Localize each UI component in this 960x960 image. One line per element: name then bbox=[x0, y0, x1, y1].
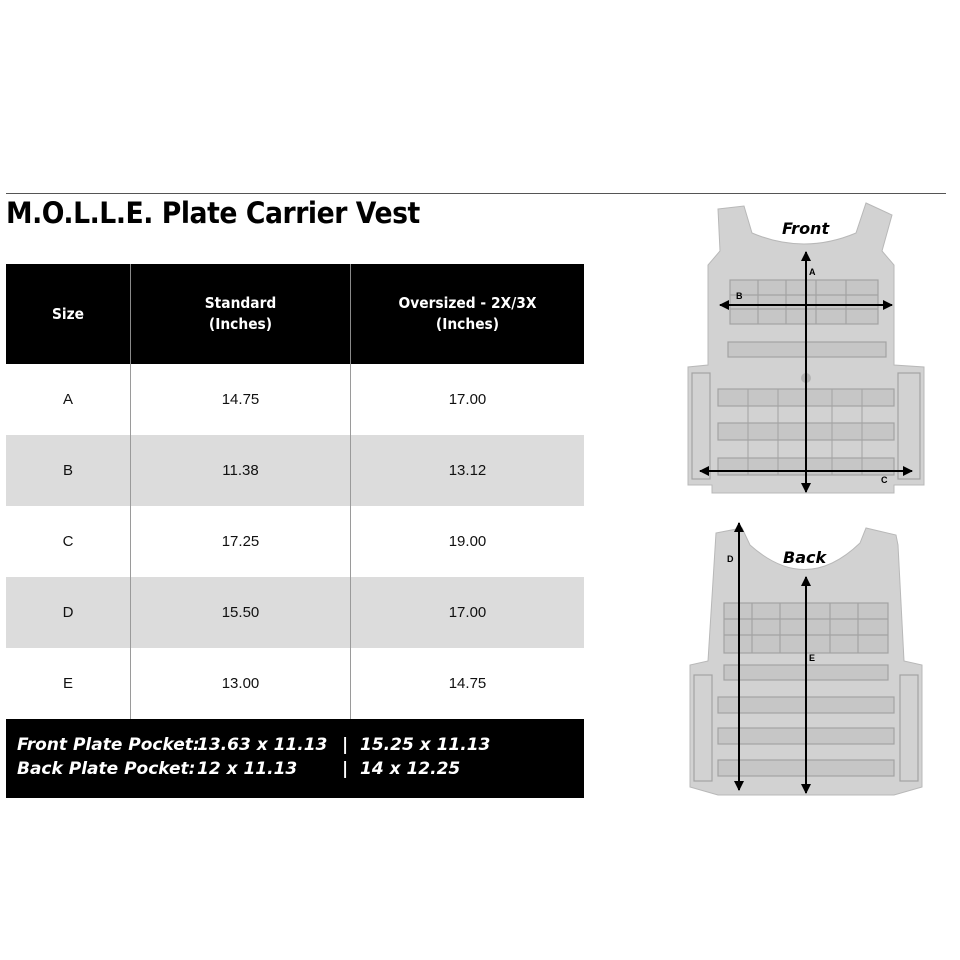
header-divider bbox=[350, 264, 351, 364]
standard-cell: 11.38 bbox=[222, 462, 259, 479]
oversized-cell: 17.00 bbox=[448, 391, 487, 408]
oversized-cell: 14.75 bbox=[448, 675, 487, 692]
size-cell: E bbox=[62, 675, 73, 692]
top-rule bbox=[6, 193, 946, 194]
size-cell: C bbox=[62, 533, 74, 550]
footer-separator: | bbox=[342, 759, 349, 779]
standard-cell: 17.25 bbox=[221, 533, 260, 550]
column-divider bbox=[350, 364, 351, 719]
table-row bbox=[6, 506, 584, 577]
front-pocket-oversized: 15.25 x 11.13 bbox=[360, 735, 491, 755]
back-pocket-label: Back Plate Pocket: bbox=[17, 759, 196, 779]
header-divider bbox=[130, 264, 131, 364]
front-pocket-label: Front Plate Pocket: bbox=[17, 735, 200, 755]
size-cell: A bbox=[62, 391, 73, 408]
front-title: Front bbox=[782, 219, 830, 238]
header-oversized: Oversized - 2X/3X (Inches) bbox=[398, 294, 537, 333]
table-row bbox=[6, 435, 584, 506]
footer-separator: | bbox=[342, 735, 349, 755]
table-row bbox=[6, 577, 584, 648]
oversized-cell: 13.12 bbox=[448, 462, 487, 479]
header-size: Size bbox=[51, 304, 85, 323]
column-divider bbox=[130, 364, 131, 719]
size-chart-table bbox=[6, 264, 584, 798]
back-vest-diagram bbox=[690, 523, 922, 795]
label-d: D bbox=[727, 554, 734, 564]
table-header bbox=[6, 264, 584, 364]
header-standard: Standard (Inches) bbox=[204, 294, 277, 333]
label-b: B bbox=[736, 291, 743, 301]
back-pocket-standard: 12 x 11.13 bbox=[197, 759, 298, 779]
oversized-cell: 17.00 bbox=[448, 604, 487, 621]
vest-diagrams bbox=[680, 195, 940, 805]
front-pocket-standard: 13.63 x 11.13 bbox=[197, 735, 328, 755]
table-row bbox=[6, 364, 584, 435]
standard-cell: 15.50 bbox=[221, 604, 260, 621]
table-row bbox=[6, 648, 584, 719]
size-cell: D bbox=[62, 604, 74, 621]
label-c: C bbox=[881, 475, 888, 485]
label-a: A bbox=[809, 267, 816, 277]
page-title: M.O.L.L.E. Plate Carrier Vest bbox=[6, 196, 420, 230]
size-cell: B bbox=[62, 462, 73, 479]
front-vest-diagram bbox=[688, 203, 924, 493]
back-pocket-oversized: 14 x 12.25 bbox=[360, 759, 461, 779]
plate-pocket-footer bbox=[6, 719, 584, 798]
oversized-cell: 19.00 bbox=[448, 533, 487, 550]
back-title: Back bbox=[783, 548, 827, 567]
standard-cell: 14.75 bbox=[221, 391, 260, 408]
standard-cell: 13.00 bbox=[221, 675, 260, 692]
label-e: E bbox=[809, 653, 816, 663]
